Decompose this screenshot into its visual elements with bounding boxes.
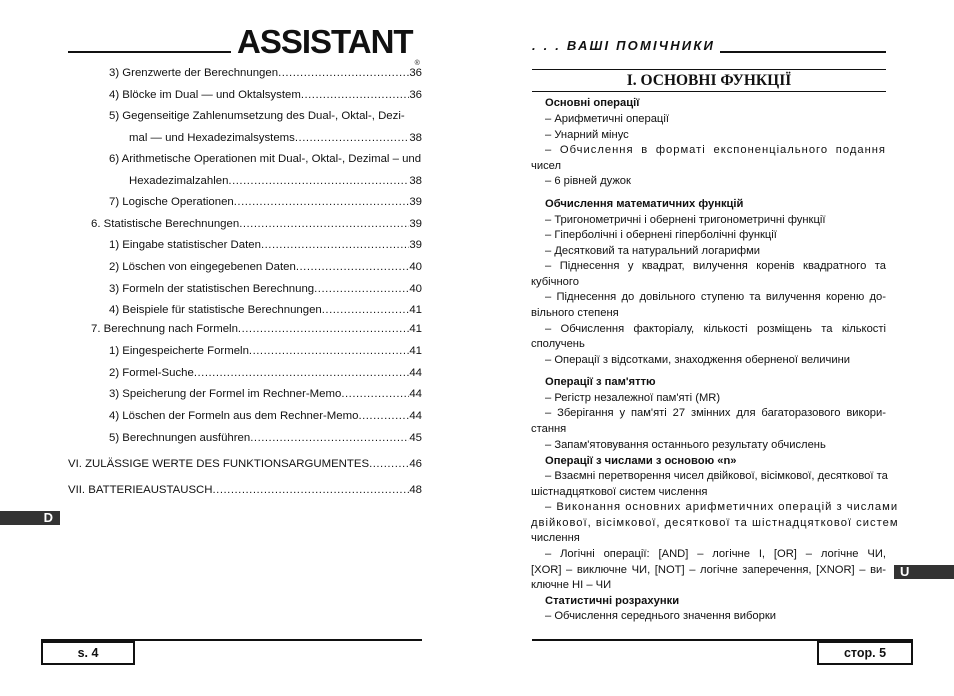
list-item: – Логічні операції: [AND] – логічне І, [OR] – логічне ЧИ, bbox=[545, 548, 886, 560]
toc-entry[interactable]: 5) Berechnungen ausführen ..... 45 bbox=[109, 430, 422, 446]
list-item: – Регістр незалежної пам'яті (MR) bbox=[545, 392, 721, 404]
toc-entry[interactable]: 5) Gegenseitige Zahlenumsetzung des Dual-, Oktal-, Dezi- bbox=[109, 110, 405, 122]
section-title: I. ОСНОВНІ ФУНКЦІЇ bbox=[626, 72, 792, 89]
list-item: – Обчислення факторіалу, кількості розміщень та кількості bbox=[545, 323, 886, 335]
leader-dots bbox=[238, 321, 409, 337]
leader-dots bbox=[322, 302, 410, 318]
toc-entry[interactable]: 4) Blöcke im Dual — und Oktalsystem ..... 36 bbox=[109, 87, 422, 103]
title-top-rule bbox=[532, 69, 886, 70]
list-item: – Гіперболічні і обернені гіперболічні функції bbox=[545, 229, 777, 241]
subheading: Статистичні розрахунки bbox=[545, 595, 680, 607]
list-item: – Унарний мінус bbox=[545, 129, 629, 141]
toc-entry[interactable]: VII. BATTERIEAUSTAUSCH ..... 48 bbox=[68, 482, 422, 498]
title-bottom-rule bbox=[532, 91, 886, 92]
leader-dots bbox=[301, 87, 410, 103]
leader-dots bbox=[369, 456, 409, 472]
list-item: – Взаємні перетворення чисел двійкової, вісімкової, десяткової та bbox=[545, 470, 888, 482]
leader-dots bbox=[234, 194, 410, 210]
toc-entry[interactable]: 1) Eingespeicherte Formeln ..... 41 bbox=[109, 343, 422, 359]
brand-name: ASSISTANT bbox=[237, 23, 413, 60]
list-item: – Піднесення до довільного ступеню та вилучення кореню до- bbox=[545, 291, 886, 303]
registered-mark: ® bbox=[414, 60, 420, 67]
toc-entry[interactable]: 4) Beispiele für statistische Berechnungen ..... 41 bbox=[109, 302, 422, 318]
leader-dots bbox=[358, 408, 409, 424]
toc-entry[interactable]: Hexadezimalzahlen ..... 38 bbox=[129, 173, 422, 189]
leader-dots bbox=[239, 216, 409, 232]
language-tab-de: D bbox=[0, 511, 60, 525]
list-item: – Піднесення у квадрат, вилучення коренів квадратного та bbox=[545, 260, 886, 272]
leader-dots bbox=[228, 173, 409, 189]
leader-dots bbox=[296, 259, 410, 275]
list-item-cont: шістнадцяткової систем числення bbox=[531, 486, 708, 498]
right-header: . . . ВАШІ ПОМІЧНИКИ bbox=[532, 38, 716, 53]
list-item-cont: сполучень bbox=[531, 338, 585, 350]
list-item: – Запам'ятовування останнього результату обчислень bbox=[545, 439, 826, 451]
toc-entry[interactable]: 2) Löschen von eingegebenen Daten ..... 40 bbox=[109, 259, 422, 275]
toc-entry[interactable]: 1) Eingabe statistischer Daten ..... 39 bbox=[109, 237, 422, 253]
subheading: Обчислення математичних функцій bbox=[545, 198, 744, 210]
list-item: – Зберігання у пам'яті 27 змінних для багаторазового викори- bbox=[545, 407, 886, 419]
leader-dots bbox=[250, 430, 409, 446]
list-item: – Операції з відсотками, знаходження оберненої величини bbox=[545, 354, 851, 366]
subheading: Основні операції bbox=[545, 97, 640, 109]
page-number-left: s. 4 bbox=[41, 641, 135, 665]
leader-dots bbox=[194, 365, 410, 381]
toc-entry[interactable]: 7. Berechnung nach Formeln ..... 41 bbox=[91, 321, 422, 337]
leader-dots bbox=[278, 65, 409, 81]
toc-entry[interactable]: VI. ZULÄSSIGE WERTE DES FUNKTIONSARGUMENTES ..... 46 bbox=[68, 456, 422, 472]
leader-dots bbox=[341, 386, 409, 402]
right-header-rule bbox=[720, 51, 886, 53]
toc-entry[interactable]: 7) Logische Operationen ..... 39 bbox=[109, 194, 422, 210]
leader-dots bbox=[249, 343, 409, 359]
list-item-cont: ключне НІ – ЧИ bbox=[531, 579, 612, 591]
leader-dots bbox=[261, 237, 409, 253]
list-item: – Виконання основних арифметичних операцій з числами bbox=[545, 501, 899, 513]
brand-logo bbox=[237, 23, 420, 67]
list-item-cont: вільного степеня bbox=[531, 307, 619, 319]
leader-dots bbox=[295, 130, 409, 146]
list-item: – Обчислення середнього значення виборки bbox=[545, 610, 776, 622]
list-item: – Десятковий та натуральний логарифми bbox=[545, 245, 761, 257]
language-tab-ua: U bbox=[894, 565, 954, 579]
toc-entry[interactable]: 3) Speicherung der Formel im Rechner-Memo ..... 44 bbox=[109, 386, 422, 402]
left-header-rule bbox=[68, 51, 231, 53]
toc-entry[interactable]: 3) Formeln der statistischen Berechnung ..... 40 bbox=[109, 281, 422, 297]
subheading: Операції з пам'яттю bbox=[545, 376, 656, 388]
list-item: – Арифметичні операції bbox=[545, 113, 669, 125]
list-item: – Обчислення в форматі експоненціального подання bbox=[545, 144, 886, 156]
toc-entry[interactable]: 6. Statistische Berechnungen ..... 39 bbox=[91, 216, 422, 232]
list-item: – 6 рівней дужок bbox=[545, 175, 631, 187]
toc-entry[interactable]: mal — und Hexadezimalsystems ..... 38 bbox=[129, 130, 422, 146]
list-item: – Тригонометричні і обернені тригонометричні функції bbox=[545, 214, 826, 226]
list-item-cont: чисел bbox=[531, 160, 562, 172]
toc-entry[interactable]: 2) Formel-Suche ..... 44 bbox=[109, 365, 422, 381]
list-item-cont: стання bbox=[531, 423, 567, 435]
list-item-cont: двійкової, вісімкової, десяткової та шістнадцяткової систем bbox=[531, 517, 899, 529]
leader-dots bbox=[213, 482, 410, 498]
toc-entry[interactable]: 6) Arithmetische Operationen mit Dual-, Oktal-, Dezimal – und bbox=[109, 153, 422, 165]
page-number-right: стор. 5 bbox=[817, 641, 913, 665]
leader-dots bbox=[314, 281, 409, 297]
list-item-cont: кубічного bbox=[531, 276, 579, 288]
subheading: Операції з числами з основою «n» bbox=[545, 455, 737, 467]
toc-entry[interactable]: 3) Grenzwerte der Berechnungen ..... 36 bbox=[109, 65, 422, 81]
list-item-cont: числення bbox=[531, 532, 580, 544]
list-item-cont: [XOR] – виключне ЧИ, [NOT] – логічне заперечення, [XNOR] – ви- bbox=[531, 564, 886, 576]
toc-entry[interactable]: 4) Löschen der Formeln aus dem Rechner-Memo ..... 44 bbox=[109, 408, 422, 424]
